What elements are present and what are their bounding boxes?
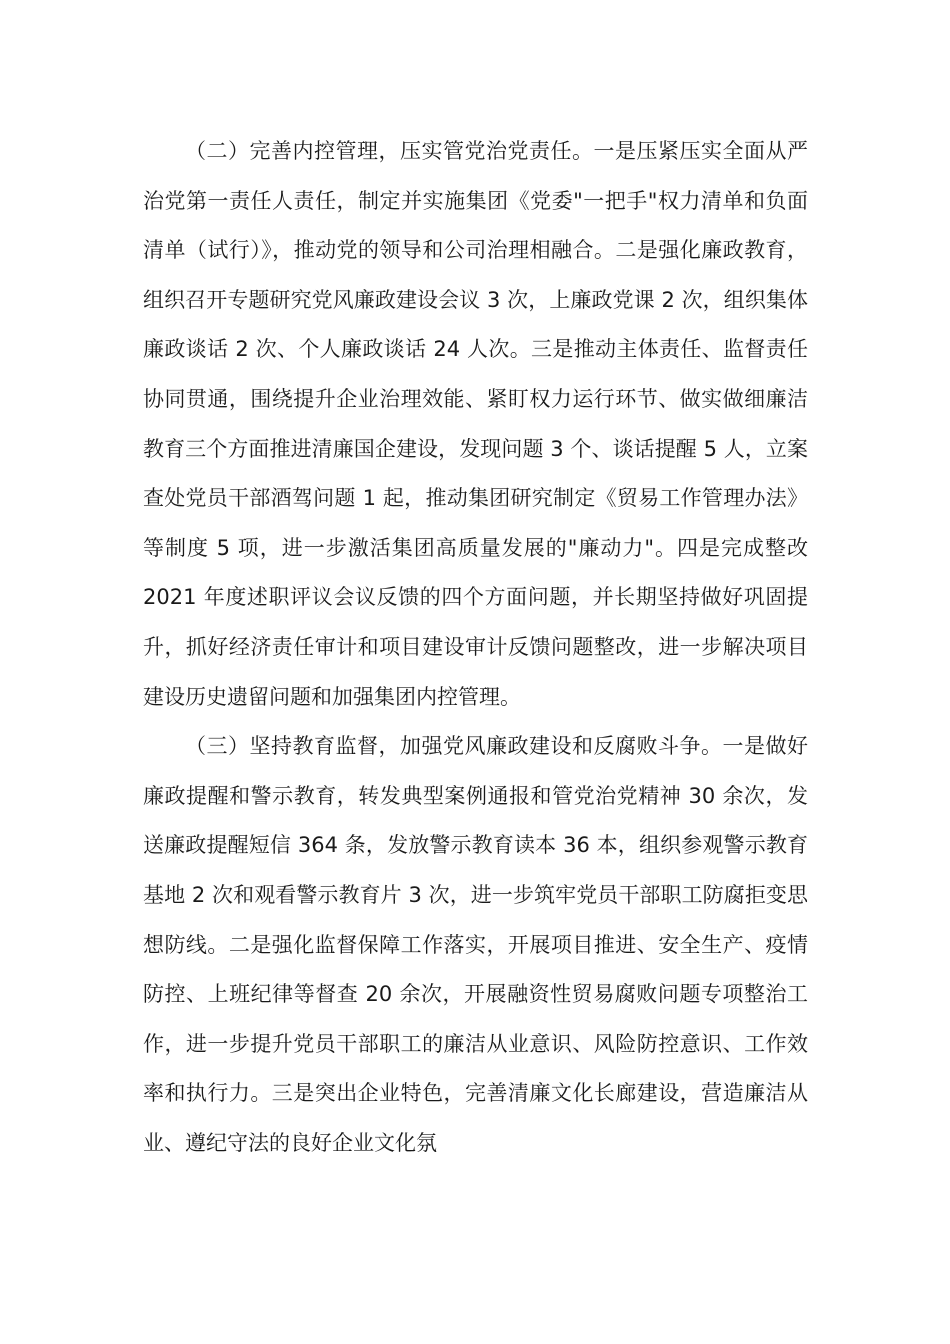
paragraph-section-two: （二）完善内控管理，压实管党治党责任。一是压紧压实全面从严治党第一责任人责任，制定并实施集团《党委"一把手"权力清单和负面清单（试行）》，推动党的领导和公司治理相融合。二是强化廉政教育，组织召开专题研究党风廉政建设会议 3 次，上廉政党课 2 次，组织集体廉政谈话 2 次、个人廉政谈话 24 人次。三是推动主体责任、监督责任协同贯通，围绕提升企业治理效能、紧盯权力运行环节、做实做细廉洁教育三个方面推进清廉国企建设，发现问题 3 个、谈话提醒 5 人，立案查处党员干部酒驾问题 1 起，推动集团研究制定《贸易工作管理办法》等制度 5 项，进一步激活集团高质量发展的"廉动力"。四是完成整改 2021 年度述职评议会议反馈的四个方面问题，并长期坚持做好巩固提升，抓好经济责任审计和项目建设审计反馈问题整改，进一步解决项目建设历史遗留问题和加强集团内控管理。 xyxy=(143,139,808,709)
paragraph-section-three: （三）坚持教育监督，加强党风廉政建设和反腐败斗争。一是做好廉政提醒和警示教育，转发典型案例通报和管党治党精神 30 余次，发送廉政提醒短信 364 条，发放警示教育读本 36 本，组织参观警示教育基地 2 次和观看警示教育片 3 次，进一步筑牢党员干部职工防腐拒变思想防线。二是强化监督保障工作落实，开展项目推进、安全生产、疫情防控、上班纪律等督查 20 余次，开展融资性贸易腐败问题专项整治工作，进一步提升党员干部职工的廉洁从业意识、风险防控意识、工作效率和执行力。三是突出企业特色，完善清廉文化长廊建设，营造廉洁从业、遵纪守法的良好企业文化氛 xyxy=(143,734,808,1155)
document-body xyxy=(143,127,808,1168)
